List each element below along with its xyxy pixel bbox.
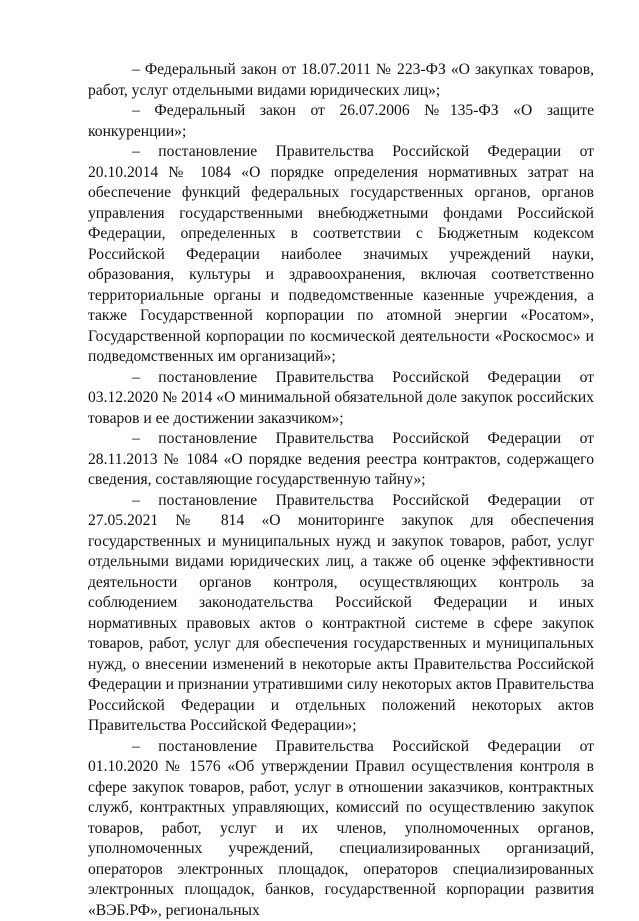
paragraph-resolution-1084-2014: – постановление Правительства Российской Федерации от 20.10.2014 № 1084 «О порядке определения нормативных затрат на обеспечение функций федеральных государственных органов, органов управления государственными внебюджетными фондами Российской Федерации, определенных в соответствии с Бюджетным кодексом Российской Федерации наиболее значимых учреждений науки, образования, культуры и здравоохранения, включая соответственно территориальные органы и подведомственные казенные учреждения, а также Государственной корпорации по атомной энергии «Росатом», Государственной корпорации по космической деятельности «Роскосмос» и подведомственных им организаций»; xyxy=(88,142,594,368)
paragraph-law-223fz: – Федеральный закон от 18.07.2011 № 223-ФЗ «О закупках товаров, работ, услуг отдельными видами юридических лиц»; xyxy=(88,60,594,101)
paragraph-resolution-1576-2020: – постановление Правительства Российской Федерации от 01.10.2020 № 1576 «Об утверждении Правил осуществления контроля в сфере закупок товаров, работ, услуг в отношении заказчиков, контрактных служб, контрактных управляющих, комиссий по осуществлению закупок товаров, работ, услуг и их членов, уполномоченных органов, уполномоченных учреждений, специализированных организаций, операторов электронных площадок, операторов специализированных электронных площадок, банков, государственной корпорации развития «ВЭБ.РФ», региональных xyxy=(88,737,594,921)
paragraph-resolution-2014-2020: – постановление Правительства Российской Федерации от 03.12.2020 № 2014 «О минимальной обязательной доле закупок российских товаров и ее достижении заказчиком»; xyxy=(88,368,594,430)
paragraph-resolution-1084-2013: – постановление Правительства Российской Федерации от 28.11.2013 № 1084 «О порядке ведения реестра контрактов, содержащего сведения, составляющие государственную тайну»; xyxy=(88,429,594,491)
paragraph-law-135fz: – Федеральный закон от 26.07.2006 №135-ФЗ «О защите конкуренции»; xyxy=(88,101,594,142)
paragraph-resolution-814-2021: – постановление Правительства Российской Федерации от 27.05.2021 № 814 «О мониторинге закупок для обеспечения государственных и муниципальных нужд и закупок товаров, работ, услуг отдельными видами юридических лиц, а также об оценке эффективности деятельности органов контроля, осуществляющих контроль за соблюдением законодательства Российской Федерации и иных нормативных правовых актов о контрактной системе в сфере закупок товаров, работ, услуг для обеспечения государственных и муниципальных нужд, о внесении изменений в некоторые акты Правительства Российской Федерации и признании утратившими силу некоторых актов Правительства Российской Федерации и отдельных положений некоторых актов Правительства Российской Федерации»; xyxy=(88,491,594,737)
document-page xyxy=(88,60,594,921)
